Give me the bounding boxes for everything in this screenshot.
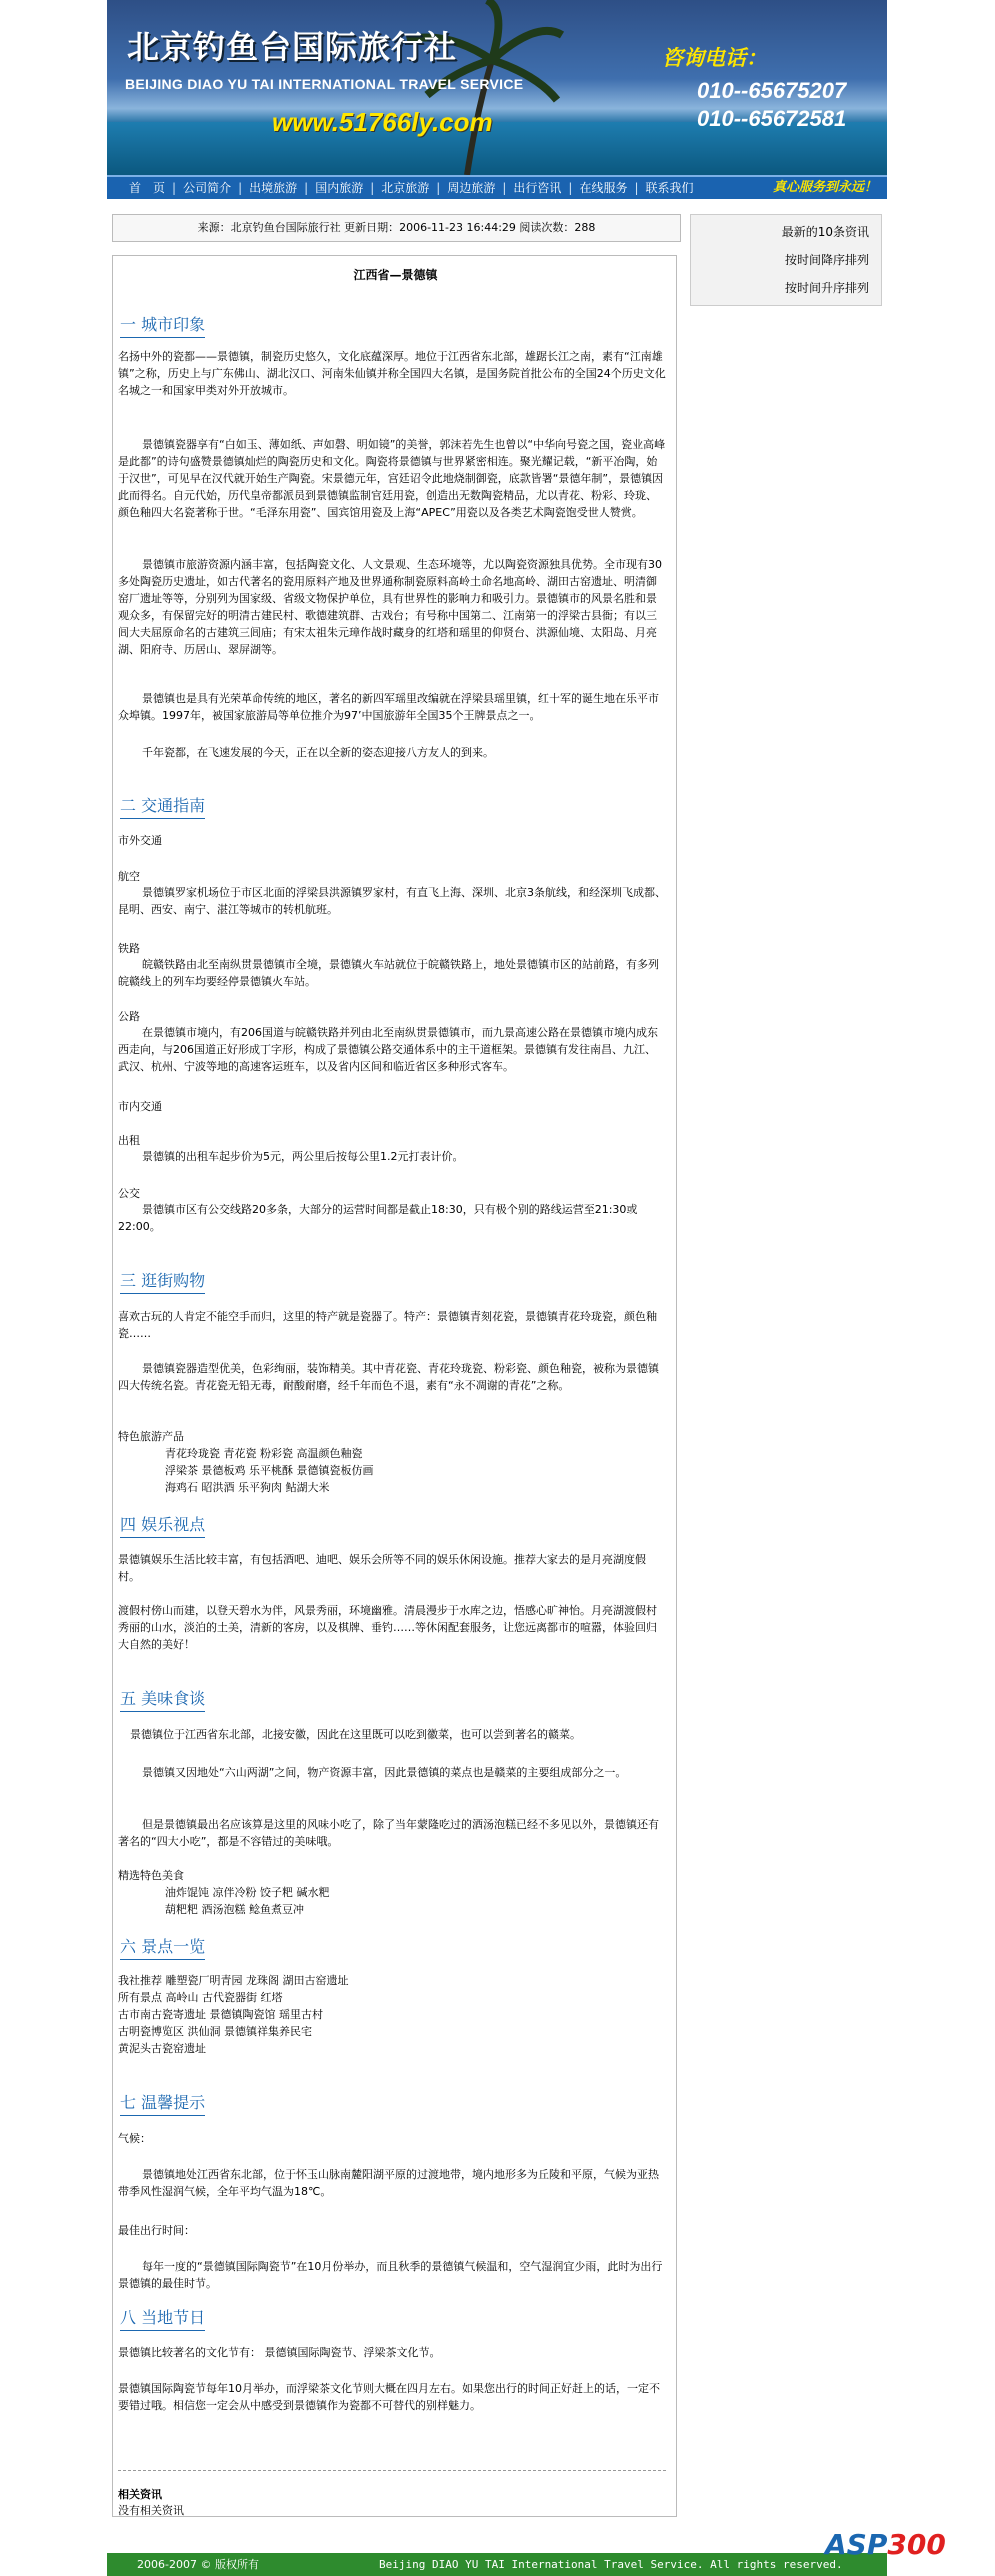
- list-item: 油炸馄饨 凉伴冷粉 饺子粑 碱水粑: [165, 1886, 330, 1899]
- related-news-title: 相关资讯: [118, 2488, 162, 2501]
- paragraph: 最佳出行时间：: [118, 2224, 195, 2237]
- section-heading-festivals: 八 当地节日: [120, 2305, 205, 2331]
- paragraph: 景德镇娱乐生活比较丰富，有包括酒吧、迪吧、娱乐会所等不同的娱乐休闲设施。推荐大家去的是月亮湖度假村。: [118, 1553, 646, 1583]
- paragraph: 名扬中外的瓷都——景德镇，制瓷历史悠久，文化底蕴深厚。地位于江西省东北部，雄踞长江之南，素有“江南雄镇”之称，历史上与广东佛山、湖北汉口、河南朱仙镇并称全国四大名镇，是国务院首批公布的全国24个历史文化名城之一和国家甲类对外开放城市。: [118, 350, 666, 397]
- list-item: 葫粑粑 酒汤泡糕 鲶鱼煮豆冲: [165, 1903, 304, 1916]
- paragraph: 景德镇国际陶瓷节每年10月举办，而浮梁茶文化节则大概在四月左右。如果您出行的时间正好赶上的话，一定不要错过哦。相信您一定会从中感受到景德镇作为瓷都不可替代的别样魅力。: [118, 2382, 660, 2412]
- site-url[interactable]: www.51766ly.com: [272, 107, 493, 137]
- nav-separator: |: [172, 181, 177, 195]
- section-heading-city: 一 城市印象: [120, 312, 205, 338]
- watermark-number: 300: [887, 2528, 946, 2561]
- nav-slogan: 真心服务到永远！: [772, 180, 877, 195]
- related-news-empty: 没有相关资讯: [118, 2504, 184, 2517]
- paragraph: 景德镇瓷器造型优美，色彩绚丽，装饰精美。其中青花瓷、青花玲珑瓷、粉彩瓷、颜色釉瓷，被称为景德镇四大传统名瓷。青花瓷无铅无毒，耐酸耐磨，经千年而色不退，素有“永不凋谢的青花”之称。: [118, 1362, 659, 1392]
- nav-domestic[interactable]: 国内旅游: [315, 181, 364, 195]
- list-item: 所有景点 高岭山 古代瓷器街 红塔: [118, 1991, 283, 2004]
- watermark-logo: [825, 2528, 946, 2561]
- footer-rights: Beijing DIAO YU TAI International Travel Service. All rights reserved.: [367, 2553, 887, 2576]
- nav-online-service[interactable]: 在线服务: [579, 181, 628, 195]
- sidebar-link-desc[interactable]: 按时间降序排列: [784, 253, 869, 267]
- section-heading-food: 五 美味食谈: [120, 1686, 205, 1712]
- section-heading-tips: 七 温馨提示: [120, 2090, 205, 2116]
- nav-outbound[interactable]: 出境旅游: [249, 181, 298, 195]
- phone-number-2: 010--65672581: [697, 106, 847, 131]
- paragraph: 市外交通: [118, 834, 162, 847]
- paragraph: 景德镇也是具有光荣革命传统的地区，著名的新四军瑶里改编就在浮梁县瑶里镇，红十军的诞生地在乐平市众埠镇。1997年，被国家旅游局等单位推介为97’中国旅游年全国35个王牌景点之一。: [118, 692, 659, 722]
- nav-nearby[interactable]: 周边旅游: [447, 181, 496, 195]
- footer-copyright: 2006-2007 © 版权所有: [107, 2553, 367, 2576]
- nav-separator: |: [568, 181, 573, 195]
- paragraph: 精选特色美食: [118, 1869, 184, 1882]
- nav-separator: |: [502, 181, 507, 195]
- nav-separator: |: [304, 181, 309, 195]
- list-item: 黄泥头古瓷窑遗址: [118, 2042, 206, 2055]
- list-item: 我社推荐 雕塑瓷厂明青园 龙珠阁 湖田古窑遗址: [118, 1974, 349, 1987]
- logo-chinese: 北京钓鱼台国际旅行社: [127, 28, 458, 66]
- paragraph: 公交: [118, 1187, 140, 1200]
- paragraph: 市内交通: [118, 1100, 162, 1113]
- list-item: 古市南古瓷寄遗址 景德镇陶瓷馆 瑶里古村: [118, 2008, 323, 2021]
- section-heading-sights: 六 景点一览: [120, 1934, 205, 1960]
- paragraph: 景德镇地处江西省东北部，位于怀玉山脉南麓阳湖平原的过渡地带，境内地形多为丘陵和平原，气候为亚热带季风性湿润气候，全年平均气温为18℃。: [118, 2168, 659, 2198]
- phone-label: 咨询电话：: [662, 46, 767, 70]
- section-heading-transport: 二 交通指南: [120, 793, 205, 819]
- paragraph: 气候：: [118, 2132, 151, 2145]
- paragraph: 景德镇罗家机场位于市区北面的浮梁县洪源镇罗家村，有直飞上海、深圳、北京3条航线，和经深圳飞成都、昆明、西安、南宁、湛江等城市的转机航班。: [118, 886, 666, 916]
- paragraph: 渡假村傍山而建，以登天碧水为伴，风景秀丽，环境幽雅。清晨漫步于水库之边，悟感心旷神怡。月亮湖渡假村秀丽的山水，淡泊的土美，清新的客房，以及棋牌、垂钓……等休闲配套服务，让您远离都市的喧嚣，体验回归大自然的美好！: [118, 1604, 657, 1651]
- paragraph: 景德镇比较著名的文化节有： 景德镇国际陶瓷节、浮梁茶文化节。: [118, 2346, 441, 2359]
- paragraph: 铁路: [118, 942, 140, 955]
- paragraph: 喜欢古玩的人肯定不能空手而归，这里的特产就是瓷器了。特产：景德镇青刻花瓷，景德镇青花玲珑瓷，颜色釉瓷……: [118, 1310, 657, 1340]
- phone-number-1: 010--65675207: [697, 78, 847, 103]
- paragraph: 景德镇瓷器享有“白如玉、薄如纸、声如磬、明如镜”的美誉，郭沫若先生也曾以“中华向号瓷之国，瓷业高峰是此都”的诗句盛赞景德镇灿烂的陶瓷历史和文化。陶瓷将景德镇与世界紧密相连。聚光耀记载，“新平冶陶，始于汉世”，可见早在汉代就开始生产陶瓷。宋景德元年，宫廷诏令此地烧制御瓷，底款皆署“景德年制”，景德镇因此而得名。自元代始，历代皇帝都派员到景德镇监制官廷用瓷，创造出无数陶瓷精品，尤以青花、粉彩、玲珑、颜色釉四大名瓷著称于世。“毛泽东用瓷”、国宾馆用瓷及上海“APEC”用瓷以及各类艺术陶瓷饱受世人赞赏。: [118, 438, 666, 519]
- list-item: 浮梁茶 景德板鸡 乐平桃酥 景德镇瓷板仿画: [165, 1464, 374, 1477]
- list-item: 青花玲珑瓷 青花瓷 粉彩瓷 高温颜色釉瓷: [165, 1447, 363, 1460]
- paragraph: 每年一度的“景德镇国际陶瓷节”在10月份举办，而且秋季的景德镇气候温和，空气湿润宜少雨，此时为出行景德镇的最佳时节。: [118, 2260, 663, 2290]
- paragraph: 景德镇的出租车起步价为5元，两公里后按每公里1.2元打表计价。: [142, 1150, 464, 1163]
- paragraph: 景德镇市区有公交线路20多条，大部分的运营时间都是截止18:30，只有极个别的路线运营至21:30或22:00。: [118, 1203, 638, 1233]
- article-title: 江西省—景德镇: [353, 268, 438, 282]
- paragraph: 但是景德镇最出名应该算是这里的风味小吃了，除了当年蒙隆吃过的酒汤泡糕已经不多见以外，景德镇还有著名的“四大小吃”，都是不容错过的美味哦。: [118, 1818, 659, 1848]
- paragraph: 景德镇市旅游资源内涵丰富，包括陶瓷文化、人文景观、生态环境等，尤以陶瓷资源独具优势。全市现有30多处陶瓷历史遗址，如古代著名的瓷用原料产地及世界通称制瓷原料高岭土命名地高岭、湖田古窑遗址、明清御窑厂遗址等等，分别列为国家级、省级文物保护单位，具有世界性的影响力和吸引力。景德镇市的风景名胜和景观众多，有保留完好的明清古建民村、歌德建筑群、古戏台；有号称中国第二、江南第一的浮梁古县衙；有以三闾大夫屈原命名的古建筑三闾庙；有宋太祖朱元璋作战时藏身的红塔和瑶里的仰贤台、洪源仙境、太阳岛、月亮湖、阳府寺、历居山、翠屏湖等。: [118, 558, 662, 656]
- section-heading-shopping: 三 逛街购物: [120, 1268, 205, 1294]
- nav-home[interactable]: 首 页: [129, 181, 166, 195]
- nav-separator: |: [370, 181, 375, 195]
- paragraph: 景德镇又因地处“六山两湖”之间，物产资源丰富，因此景德镇的菜点也是赣菜的主要组成部分之一。: [142, 1766, 627, 1779]
- sidebar-link-asc[interactable]: 按时间升序排列: [784, 281, 869, 295]
- nav-beijing[interactable]: 北京旅游: [381, 181, 430, 195]
- paragraph: 公路: [118, 1010, 140, 1023]
- sidebar-link-latest[interactable]: 最新的10条资讯: [781, 225, 869, 239]
- divider: [118, 2470, 666, 2471]
- nav-about[interactable]: 公司简介: [183, 181, 232, 195]
- list-item: 古明瓷博览区 洪仙洞 景德镇祥集养民宅: [118, 2025, 312, 2038]
- article-info-bar: 来源：北京钓鱼台国际旅行社 更新日期：2006-11-23 16:44:29 阅读次数：288: [112, 214, 681, 242]
- paragraph: 景德镇位于江西省东北部，北接安徽，因此在这里既可以吃到徽菜，也可以尝到著名的赣菜。: [130, 1728, 581, 1741]
- watermark-text: ASP: [825, 2528, 888, 2561]
- nav-contact[interactable]: 联系我们: [645, 181, 694, 195]
- nav-news[interactable]: 出行咨讯: [513, 181, 562, 195]
- main-nav: [107, 175, 887, 199]
- paragraph: 皖赣铁路由北至南纵贯景德镇市全境，景德镇火车站就位于皖赣铁路上，地处景德镇市区的站前路，有多列皖赣线上的列车均要经停景德镇火车站。: [118, 958, 659, 988]
- section-heading-entertainment: 四 娱乐视点: [120, 1512, 205, 1538]
- paragraph: 出租: [118, 1134, 140, 1147]
- paragraph: 千年瓷都，在飞速发展的今天，正在以全新的姿态迎接八方友人的到来。: [142, 746, 494, 759]
- header-banner: [107, 0, 887, 175]
- paragraph: 航空: [118, 870, 140, 883]
- sidebar-sort-panel: [690, 214, 882, 306]
- paragraph: 在景德镇市境内，有206国道与皖赣铁路并列由北至南纵贯景德镇市，而九景高速公路在景德镇市境内成东西走向，与206国道正好形成丁字形，构成了景德镇公路交通体系中的主干道框架。景德镇有发往南昌、九江、武汉、杭州、宁波等地的高速客运班车，以及省内区间和临近省区多种形式客车。: [118, 1026, 658, 1073]
- nav-separator: |: [238, 181, 243, 195]
- nav-separator: |: [436, 181, 441, 195]
- logo-english: BEIJING DIAO YU TAI INTERNATIONAL TRAVEL SERVICE: [125, 76, 524, 92]
- paragraph: 特色旅游产品: [118, 1430, 184, 1443]
- nav-separator: |: [634, 181, 639, 195]
- list-item: 海鸡石 昭洪酒 乐平狗肉 鲇湖大米: [165, 1481, 330, 1494]
